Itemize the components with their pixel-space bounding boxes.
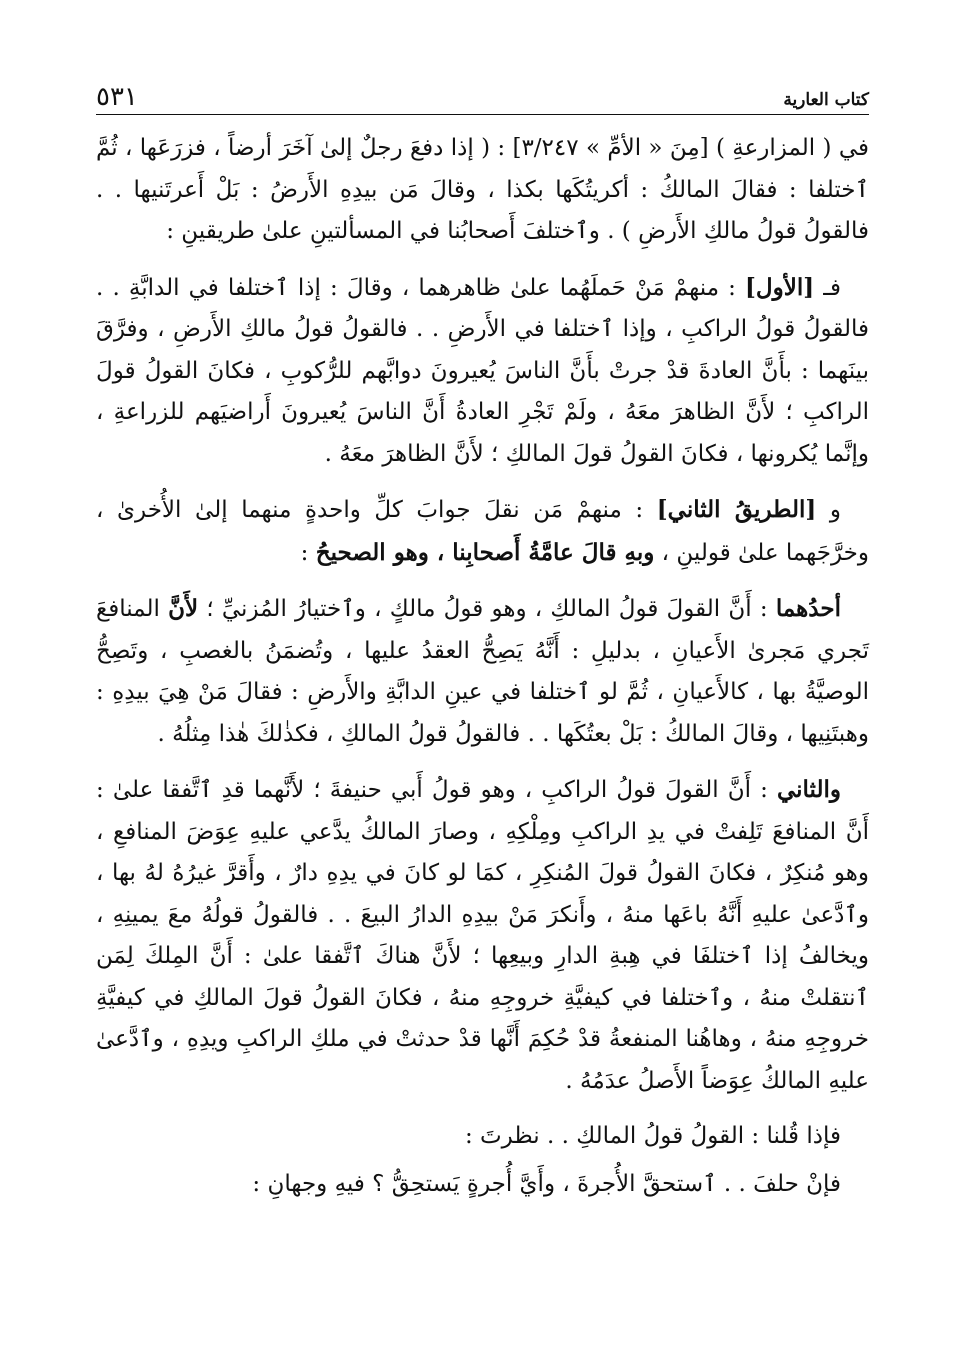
paragraph [96,769,869,1102]
emphasis-text: لأَنَّ [168,595,199,622]
text-run: : أَنَّ القولَ قولُ المالكِ ، وهو قولُ مالكٍ ، وٱختيارُ المُزنيِّ ؛ [198,596,776,622]
section-heading: [الطريقُ الثاني] [656,496,817,523]
page-number: ٥٣١ [96,82,138,112]
text-run: فإنْ حلفَ . . ٱستحقَّ الأُجرةَ ، وأَيَّ أُجرةٍ يَستحِقُّ ؟ فيهِ وجهانِ : [252,1170,841,1197]
text-run: : منهمْ مَن نقلَ جوابَ كلِّ واحدةٍ منهما إلىٰ الأُخرىٰ ، وخرَّجَهما علىٰ قولينِ ، [96,497,869,566]
paragraph [96,588,869,755]
running-title: كتاب العارية [783,90,869,110]
text-run: : أَنَّ القولَ قولُ الراكبِ ، وهو قولُ أَبي حنيفةَ ؛ لأَنَّهما قدِ ٱتَّفقا علىٰ : أَنَّ المنافعَ تَلِفتْ في يدِ الراكبِ ومِلْكِهِ ، وصارَ المالكُ يدَّعي عليهِ عِوَضَ المنافعِ ، وهو مُنكِرٌ ، فكانَ القولُ قولَ المُنكِرِ ، كمَا لو كانَ في يدِهِ دارٌ ، وأَقرَّ غيرُهُ لهُ بها ، وٱدَّعىٰ عليهِ أَنَّهُ باعَها منهُ ، وأَنكرَ مَنْ بيدِهِ الدارُ البيعَ . . فالقولُ قولُهُ معَ يمينِهِ ، ويخالفُ إذا ٱختلفَا في هِبةِ الدارِ وبيعِها ؛ لأَنَّ هناكَ ٱتَّفقا علىٰ : أَنَّ المِلكَ لِمَن ٱنتقلتْ منهُ ، وٱختلفا في كيفيَّةِ خروجِهِ منهُ ، فكانَ القولُ قولَ المالكِ في كيفيَّةِ خروجِهِ منهُ ، وهاهُنا المنفعةُ قدْ حُكِمَ أَنَّها قدْ حدثتْ في ملكِ الراكبِ ويدِهِ ، وٱدَّعىٰ عليهِ المالكُ عِوَضاً الأَصلُ عدَمُهُ . [96,777,869,1094]
emphasis-text: وبهِ قالَ عامَّةُ أَصحابِنا ، وهو الصحيحُ [315,538,655,566]
text-run: في ( المزارعةِ ) [مِنَ « الأمِّ » ٣/٢٤٧] : ( إذا دفعَ رجلٌ إلىٰ آخَرَ أرضاً ، فزرَعَها ، ثُمَّ ٱختلفا : فقالَ المالكُ : أكريتُكَها بكذا ، وقالَ مَن بيدِهِ الأَرضُ : بَلْ أَعرتَنيها . . فالقولُ قولُ مالكِ الأَرضِ ) . وٱختلفَ أَصحابُنا في المسألتينِ علىٰ طريقينِ : [96,135,869,244]
text-run: المنافعَ تَجري مَجرىٰ الأَعيانِ ، بدليلِ : أَنَّهُ يَصِحُّ العقدُ عليها ، وتُضمَنُ بالغصبِ ، وتَصِحُّ الوصيَّةُ بها ، كالأَعيانِ ، ثُمَّ لو ٱختلفا في عينِ الدابَّةِ والأَرضِ : فقالَ مَنْ هِيَ بيدِهِ : وهبتَنِيها ، وقالَ المالكُ : بَلْ بعتُكَها . . فالقولُ قولُ المالكِ ، فكذٰلكَ هٰذا مِثلُهُ . [96,596,869,747]
page-body [96,128,869,1211]
paragraph [96,267,869,476]
paragraph [96,128,869,253]
section-heading: [الأول] [745,273,815,301]
section-heading: أحدُهما [775,595,841,622]
page-header [96,84,869,115]
paragraph [96,1164,869,1206]
text-run: و [816,497,842,523]
paragraph [96,1116,869,1158]
text-run: فإذا قُلنا : القولُ قولُ المالكِ . . نظرتَ : [464,1123,841,1149]
paragraph [96,489,869,574]
text-run: فـ [814,274,841,301]
text-run: : [300,539,316,566]
section-heading: والثاني [776,776,841,803]
text-run: : منهمْ مَنْ حَملَهُما علىٰ ظاهرهما ، وقالَ : إذا ٱختلفا في الدابَّةِ . . فالقولُ قولُ الراكبِ ، وإذا ٱختلفا في الأَرضِ . . فالقولُ قولُ مالكِ الأَرضِ ، وفرَّقَ بينَهما : بأَنَّ العادةَ قدْ جرتْ بأَنَّ الناسَ يُعيرونَ دوابَّهم للرُّكوبِ ، فكانَ القولُ قولَ الراكبِ ؛ لأَنَّ الظاهرَ معَهُ ، ولَمْ تَجْرِ العادةُ أَنَّ الناسَ يُعيرونَ أَراضيَهم للزراعةِ ، وإنَّما يُكرونها ، فكانَ القولُ قولَ المالكِ ؛ لأَنَّ الظاهرَ معَهُ . [96,274,869,467]
